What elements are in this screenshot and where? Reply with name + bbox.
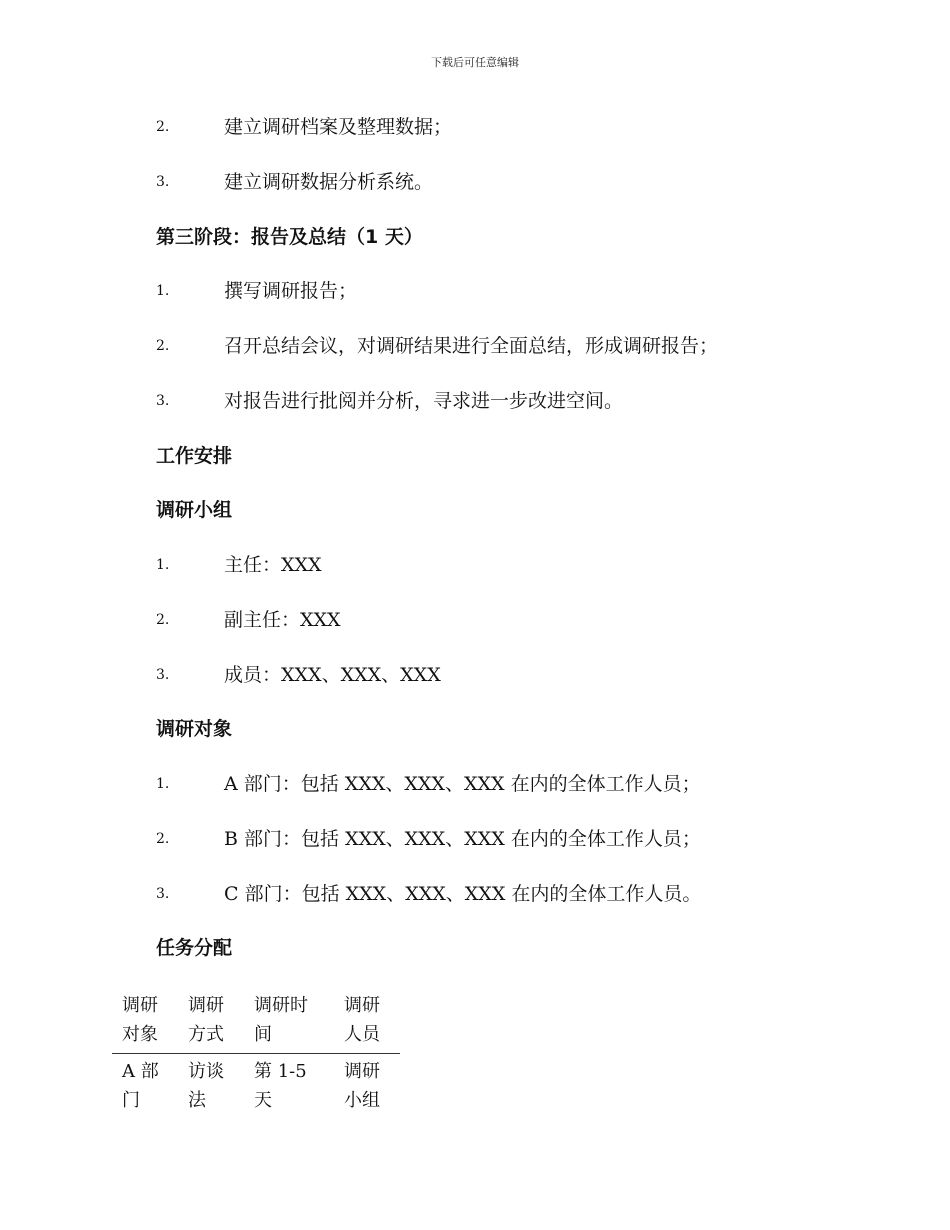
list-text: 建立调研数据分析系统。 <box>224 171 434 193</box>
list-number: 3. <box>156 174 170 190</box>
page-header: 下载后可任意编辑 <box>431 56 519 69</box>
list-text: 成员：XXX、XXX、XXX <box>224 664 441 686</box>
table-cell: A 部门 <box>122 1061 159 1111</box>
table-cell: 第 1-5 天 <box>254 1061 307 1111</box>
list-text: 主任：XXX <box>224 554 322 576</box>
section-heading-phase3: 第三阶段：报告及总结（1 天） <box>156 226 423 248</box>
table-cell: 访谈法 <box>188 1061 224 1111</box>
table-cell: 调研小组 <box>344 1061 380 1111</box>
table-header-cell: 调研人员 <box>334 988 400 1054</box>
list-text: 副主任：XXX <box>224 609 341 631</box>
list-text: 撰写调研报告； <box>224 280 358 302</box>
list-number: 1. <box>156 776 170 792</box>
list-number: 2. <box>156 338 170 354</box>
list-text: A 部门：包括 XXX、XXX、XXX 在内的全体工作人员； <box>224 773 701 795</box>
list-number: 3. <box>156 667 170 683</box>
section-heading-research-objects: 调研对象 <box>156 718 233 740</box>
list-text: 召开总结会议，对调研结果进行全面总结，形成调研报告； <box>224 335 719 357</box>
list-number: 2. <box>156 612 170 628</box>
list-number: 2. <box>156 119 170 135</box>
list-number: 1. <box>156 283 170 299</box>
section-heading-task-allocation: 任务分配 <box>156 937 233 959</box>
list-text: B 部门：包括 XXX、XXX、XXX 在内的全体工作人员； <box>224 828 701 850</box>
list-number: 3. <box>156 886 170 902</box>
table-header-row <box>112 988 400 1054</box>
table-header-cell: 调研对象 <box>112 988 178 1054</box>
list-text: C 部门：包括 XXX、XXX、XXX 在内的全体工作人员。 <box>224 883 702 905</box>
table-header-cell: 调研时间 <box>244 988 334 1054</box>
list-number: 2. <box>156 831 170 847</box>
list-text: 对报告进行批阅并分析，寻求进一步改进空间。 <box>224 390 624 412</box>
table-row <box>112 1054 400 1120</box>
task-allocation-table <box>112 988 400 1119</box>
list-number: 3. <box>156 393 170 409</box>
section-heading-research-team: 调研小组 <box>156 499 233 521</box>
table-header-cell: 调研方式 <box>178 988 244 1054</box>
list-number: 1. <box>156 557 170 573</box>
section-heading-work-arrangement: 工作安排 <box>156 445 233 467</box>
list-text: 建立调研档案及整理数据； <box>224 116 453 138</box>
